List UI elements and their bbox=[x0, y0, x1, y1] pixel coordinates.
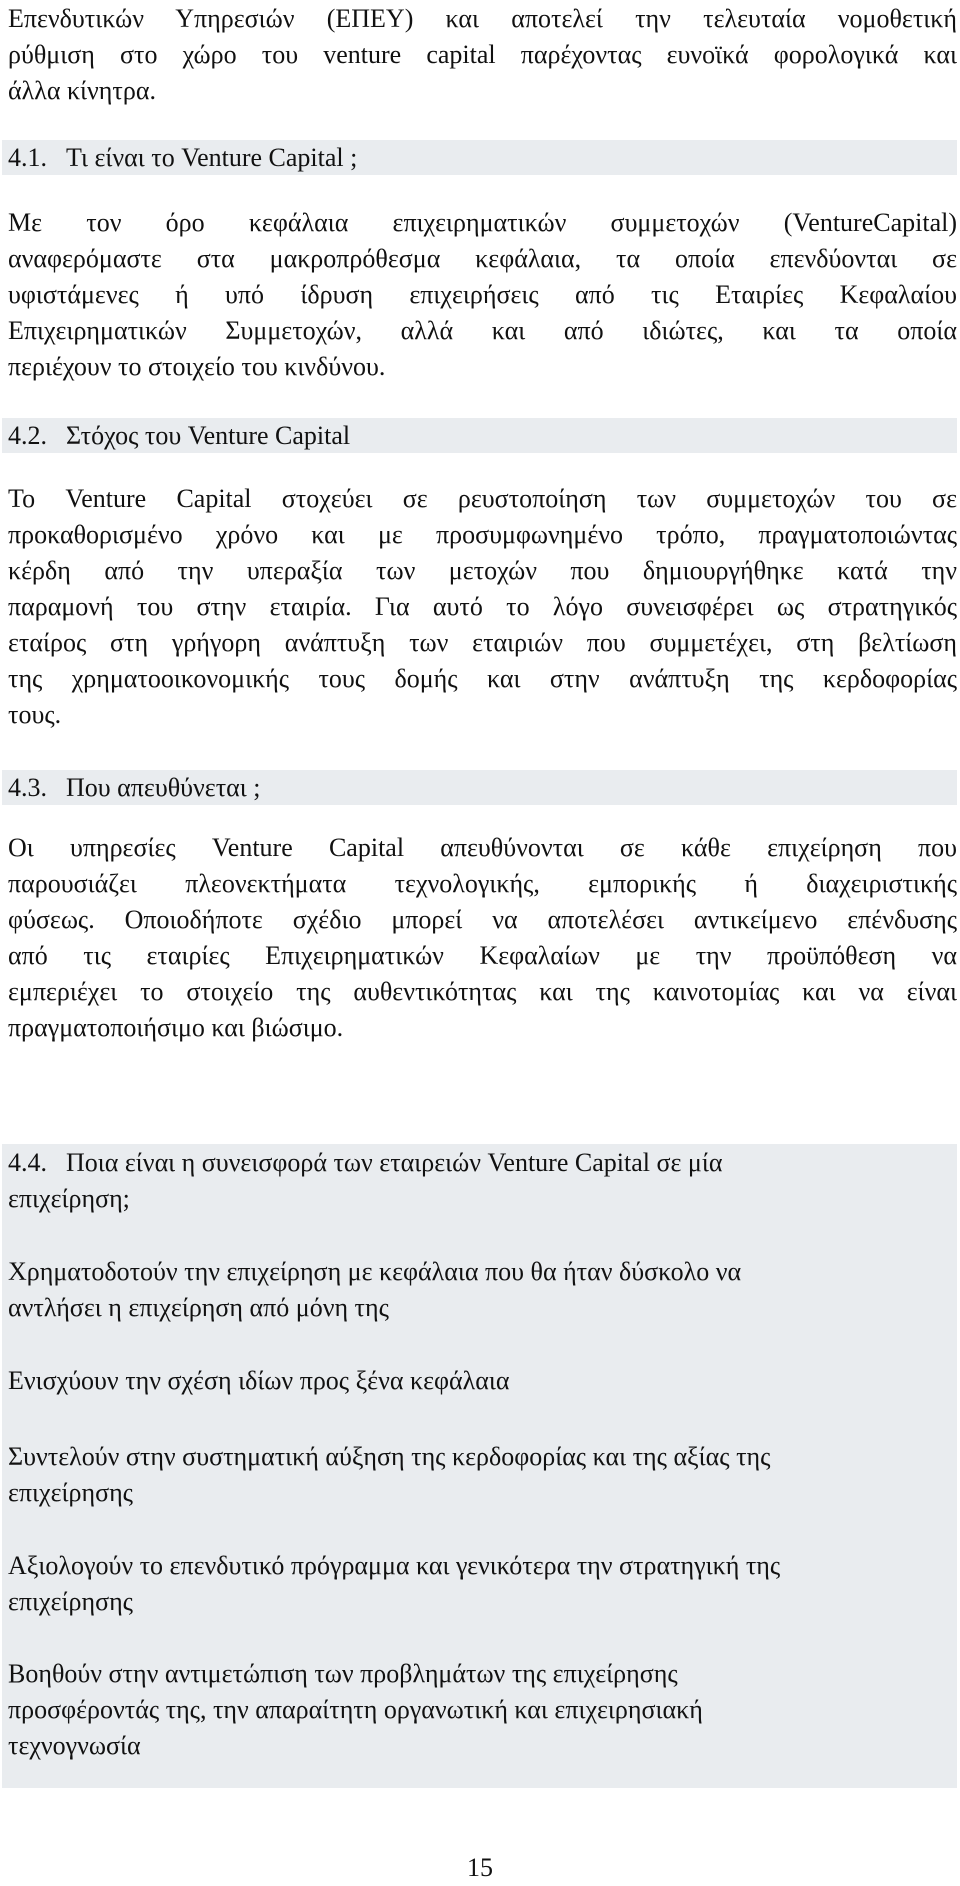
text-line: κέρδη από την υπεραξία των μετοχών που δημιουργήθηκε κατά την bbox=[8, 556, 957, 585]
text-line: Επενδυτικών Υπηρεσιών (ΕΠΕΥ) και αποτελεί την τελευταία νομοθετική bbox=[8, 4, 957, 33]
text-line: προκαθορισμένο χρόνο και με προσυμφωνημένο τρόπο, πραγματοποιώντας bbox=[8, 520, 957, 549]
text-line: Βοηθούν στην αντιμετώπιση των προβλημάτων της επιχείρησης bbox=[8, 1659, 678, 1688]
section-heading-4-1 bbox=[2, 140, 957, 175]
text-line: από τις εταιρίες Επιχειρηματικών Κεφαλαίων με την προϋπόθεση να bbox=[8, 941, 957, 970]
section-title: Ποια είναι η συνεισφορά των εταιρειών Venture Capital σε μία bbox=[66, 1148, 723, 1177]
section-number: 4.2. bbox=[8, 421, 47, 450]
text-line: πραγματοποιήσιμο και βιώσιμο. bbox=[8, 1013, 344, 1042]
section-4-4-box bbox=[2, 1144, 957, 1788]
text-line: φύσεως. Οποιοδήποτε σχέδιο μπορεί να αποτελέσει αντικείμενο επένδυσης bbox=[8, 905, 957, 934]
section-4-2-paragraph bbox=[8, 481, 957, 733]
list-item bbox=[8, 1254, 948, 1326]
text-line: επιχείρησης bbox=[8, 1478, 133, 1507]
section-4-3-paragraph bbox=[8, 830, 957, 1046]
text-line: Επιχειρηματικών Συμμετοχών, αλλά και από ιδιώτες, και τα οποία bbox=[8, 316, 957, 345]
heading-line: επιχείρηση; bbox=[8, 1184, 130, 1213]
section-title: Στόχος του Venture Capital bbox=[66, 421, 351, 450]
section-heading-4-3 bbox=[2, 770, 957, 805]
text-line: εμπεριέχει το στοιχείο της αυθεντικότητας και της καινοτομίας και να είναι bbox=[8, 977, 957, 1006]
text-line: περιέχουν το στοιχείο του κινδύνου. bbox=[8, 352, 386, 381]
text-line: Συντελούν στην συστηματική αύξηση της κερδοφορίας και της αξίας της bbox=[8, 1442, 771, 1471]
section-heading-4-2 bbox=[2, 418, 957, 453]
text-line: Οι υπηρεσίες Venture Capital απευθύνονται σε κάθε επιχείρηση που bbox=[8, 833, 957, 862]
text-line: Το Venture Capital στοχεύει σε ρευστοποίηση των συμμετοχών του σε bbox=[8, 484, 957, 513]
section-heading-4-4 bbox=[8, 1145, 948, 1217]
section-title: Τι είναι το Venture Capital ; bbox=[66, 143, 358, 172]
list-item bbox=[8, 1656, 948, 1764]
text-line: τους. bbox=[8, 700, 62, 729]
text-line: Με τον όρο κεφάλαια επιχειρηματικών συμμετοχών (VentureCapital) bbox=[8, 208, 957, 237]
intro-paragraph bbox=[8, 1, 957, 109]
text-line: Ενισχύουν την σχέση ιδίων προς ξένα κεφάλαια bbox=[8, 1366, 510, 1395]
text-line: τεχνογνωσία bbox=[8, 1731, 141, 1760]
list-item bbox=[8, 1439, 948, 1511]
section-number: 4.3. bbox=[8, 773, 47, 802]
text-line: ρύθμιση στο χώρο του venture capital παρέχοντας ευνοϊκά φορολογικά και bbox=[8, 40, 957, 69]
text-line: αντλήσει η επιχείρηση από μόνη της bbox=[8, 1293, 389, 1322]
text-line: της χρηματοοικονομικής τους δομής και στην ανάπτυξη της κερδοφορίας bbox=[8, 664, 957, 693]
text-line: αναφερόμαστε στα μακροπρόθεσμα κεφάλαια, τα οποία επενδύονται σε bbox=[8, 244, 957, 273]
heading-line bbox=[8, 1145, 948, 1181]
section-number: 4.4. bbox=[8, 1148, 47, 1177]
text-line: άλλα κίνητρα. bbox=[8, 76, 156, 105]
text-line: επιχείρησης bbox=[8, 1587, 133, 1616]
text-line: Χρηματοδοτούν την επιχείρηση με κεφάλαια που θα ήταν δύσκολο να bbox=[8, 1257, 742, 1286]
text-line: παρουσιάζει πλεονεκτήματα τεχνολογικής, εμπορικής ή διαχειριστικής bbox=[8, 869, 957, 898]
page-number: 15 bbox=[467, 1853, 493, 1882]
text-line: εταίρος στη γρήγορη ανάπτυξη των εταιριών που συμμετέχει, στη βελτίωση bbox=[8, 628, 957, 657]
text-line: προσφέροντάς της, την απαραίτητη οργανωτική και επιχειρησιακή bbox=[8, 1695, 703, 1724]
text-line: Αξιολογούν το επενδυτικό πρόγραμμα και γενικότερα την στρατηγική της bbox=[8, 1551, 781, 1580]
text-line: υφιστάμενες ή υπό ίδρυση επιχειρήσεις από τις Εταιρίες Κεφαλαίου bbox=[8, 280, 957, 309]
section-number: 4.1. bbox=[8, 143, 47, 172]
section-4-1-paragraph bbox=[8, 205, 957, 385]
list-item bbox=[8, 1548, 948, 1620]
section-title: Που απευθύνεται ; bbox=[66, 773, 261, 802]
list-item bbox=[8, 1363, 948, 1399]
text-line: παραμονή του στην εταιρία. Για αυτό το λόγο συνεισφέρει ως στρατηγικός bbox=[8, 592, 957, 621]
